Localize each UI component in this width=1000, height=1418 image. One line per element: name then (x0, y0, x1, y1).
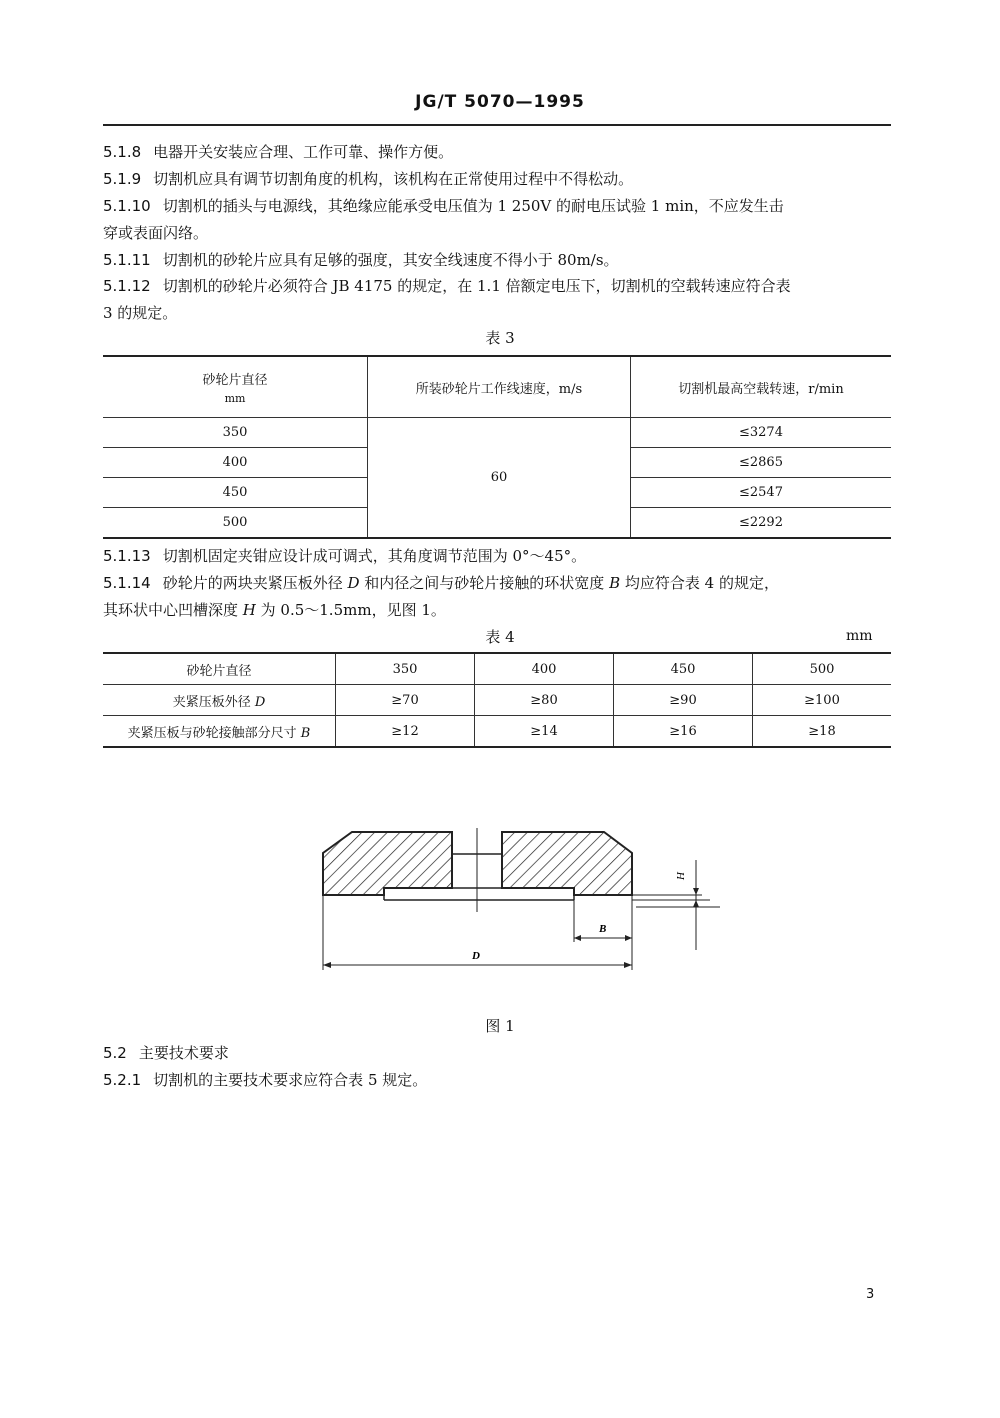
table-row: 夹紧压板与砂轮接触部分尺寸 B ≥12 ≥14 ≥16 ≥18 (103, 716, 891, 748)
clause-5-1-14: 5.1.14 砂轮片的两块夹紧压板外径 D 和内径之间与砂轮片接触的环状宽度 B 均应符合表 4 的规定， 其环状中心凹槽深度 H 为 0.5～1.5mm，见图 1。 (103, 574, 779, 619)
label-d: D (472, 950, 480, 962)
clause-5-2-1: 5.2.1 切割机的主要技术要求应符合表 5 规定。 (103, 1071, 428, 1089)
clause-5-1-9: 5.1.9 切割机应具有调节切割角度的机构，该机构在正常使用过程中不得松动。 (103, 170, 634, 188)
header-rule (103, 124, 891, 126)
table3-header-rpm: 切割机最高空载转速，r/min (631, 356, 892, 418)
figure-1-clamp-plate-drawing (310, 820, 720, 980)
table3-speed-cell: 60 (368, 418, 631, 539)
clause-5-1-8: 5.1.8 电器开关安装应合理、工作可靠、操作方便。 (103, 143, 454, 161)
section-5-2: 5.2 主要技术要求 (103, 1044, 229, 1062)
table3-header-speed: 所装砂轮片工作线速度，m/s (368, 356, 631, 418)
clause-5-1-13: 5.1.13 切割机固定夹钳应设计成可调式，其角度调节范围为 0°～45°。 (103, 547, 587, 565)
table-row: 500 ≤2292 (103, 508, 891, 539)
clause-5-1-12: 5.1.12 切割机的砂轮片必须符合 JB 4175 的规定，在 1.1 倍额定电压下，切割机的空载转速应符合表 3 的规定。 (103, 277, 791, 322)
table4-unit: mm (846, 628, 873, 644)
table-row: 400 ≤2865 (103, 448, 891, 478)
table-3 (103, 355, 891, 539)
clause-5-1-10: 5.1.10 切割机的插头与电源线，其绝缘应能承受电压值为 1 250V 的耐电压试验 1 min，不应发生击 穿或表面闪络。 (103, 197, 784, 242)
table3-header-row (103, 356, 891, 418)
left-section (323, 832, 452, 895)
right-section (502, 832, 632, 895)
label-h: H (675, 872, 687, 880)
clause-5-1-11: 5.1.11 切割机的砂轮片应具有足够的强度，其安全线速度不得小于 80m/s。 (103, 251, 619, 269)
table-row: 350 60 ≤3274 (103, 418, 891, 448)
figure-1-caption: 图 1 (485, 1017, 515, 1035)
table4-caption: 表 4 (485, 628, 515, 646)
table3-caption: 表 3 (485, 329, 515, 347)
label-b: B (599, 923, 607, 935)
table3-header-diameter: 砂轮片直径 mm (103, 356, 368, 418)
table-4 (103, 652, 891, 748)
page-number: 3 (866, 1287, 875, 1302)
table4-header-row: 砂轮片直径 350 400 450 500 (103, 653, 891, 685)
standard-code-header: JG/T 5070—1995 (415, 92, 585, 112)
table-row: 450 ≤2547 (103, 478, 891, 508)
table-row: 夹紧压板外径 D ≥70 ≥80 ≥90 ≥100 (103, 685, 891, 716)
